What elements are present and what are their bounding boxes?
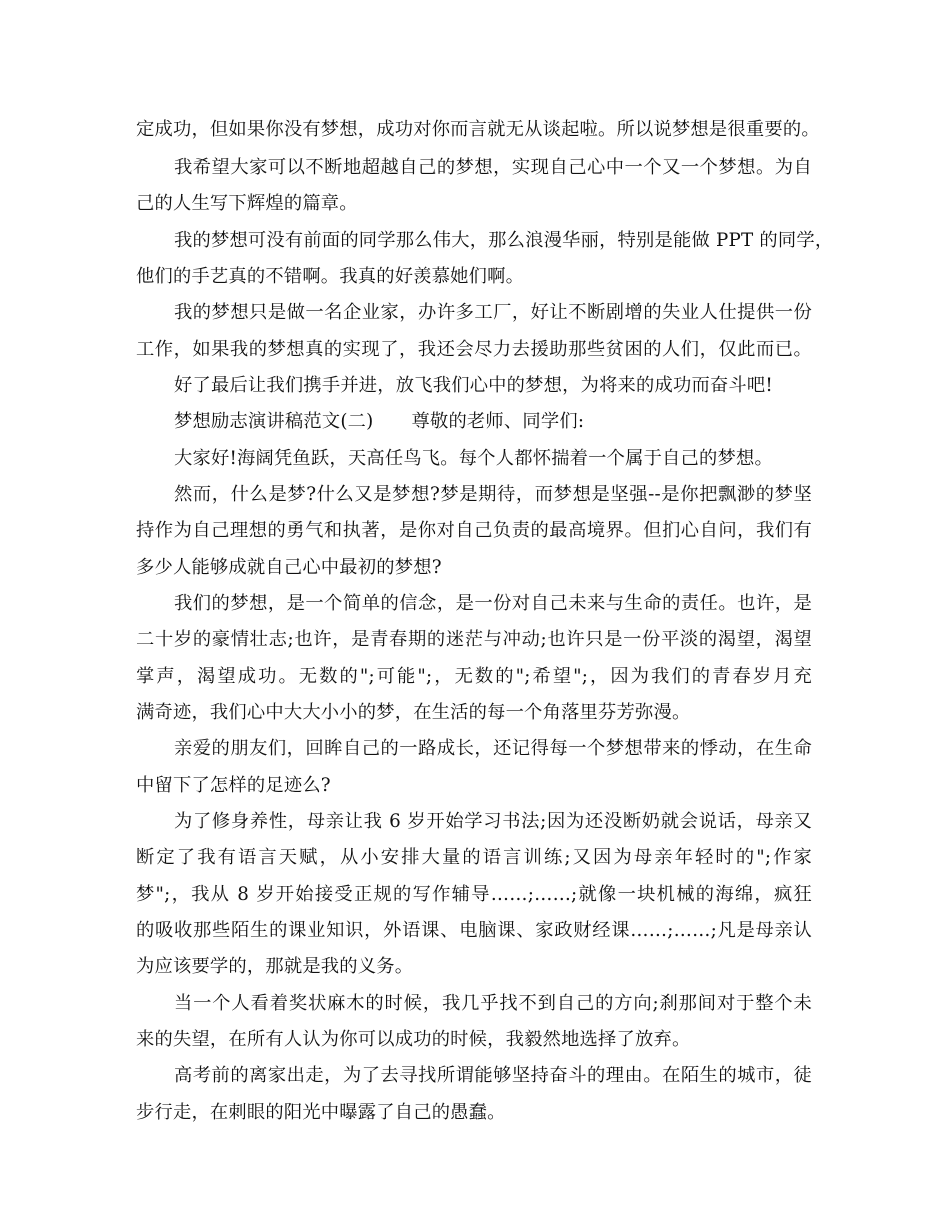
paragraph-line: 然而，什么是梦?什么又是梦想?梦是期待，而梦想是坚强--是你把飘渺的梦坚 — [174, 484, 812, 505]
section-heading-line — [174, 410, 584, 434]
paragraph-line: 工作，如果我的梦想真的实现了，我还会尽力去援助那些贫困的人们，仅此而已。 — [136, 339, 812, 360]
paragraph-line: 二十岁的豪情壮志;也许，是青春期的迷茫与冲动;也许只是一份平淡的渴望，渴望 — [136, 629, 812, 650]
salutation: 尊敬的老师、同学们: — [411, 411, 585, 432]
paragraph-line: 我的梦想可没有前面的同学那么伟大，那么浪漫华丽，特别是能做 PPT 的同学， — [174, 230, 834, 251]
paragraph-line: 当一个人看着奖状麻木的时候，我几乎找不到自己的方向;刹那间对于整个未 — [174, 993, 812, 1014]
paragraph-line: 多少人能够成就自己心中最初的梦想? — [136, 557, 442, 578]
paragraph-line: 为了修身养性，母亲让我 6 岁开始学习书法;因为还没断奶就会说话，母亲又 — [174, 811, 812, 832]
paragraph-line: 满奇迹，我们心中大大小小的梦，在生活的每一个角落里芬芳弥漫。 — [136, 702, 691, 723]
paragraph-line: 步行走，在刺眼的阳光中曝露了自己的愚蠢。 — [136, 1102, 506, 1123]
paragraph-line: 来的失望，在所有人认为你可以成功的时候，我毅然地选择了放弃。 — [136, 1029, 691, 1050]
paragraph-line: 他们的手艺真的不错啊。我真的好羡慕她们啊。 — [136, 266, 525, 287]
paragraph-line: 为应该要学的，那就是我的义务。 — [136, 956, 414, 977]
paragraph-line: 己的人生写下辉煌的篇章。 — [136, 193, 358, 214]
paragraph-line: 的吸收那些陌生的课业知识，外语课、电脑课、家政财经课……;……;凡是母亲认 — [136, 920, 812, 941]
paragraph-line: 大家好!海阔凭鱼跃，天高任鸟飞。每个人都怀揣着一个属于自己的梦想。 — [174, 448, 773, 469]
paragraph-line: 梦";，我从 8 岁开始接受正规的写作辅导……;……;就像一块机械的海绵，疯狂 — [136, 884, 812, 905]
paragraph-line: 中留下了怎样的足迹么? — [136, 775, 331, 796]
section-heading: 梦想励志演讲稿范文(二) — [174, 411, 374, 432]
paragraph-line: 我希望大家可以不断地超越自己的梦想，实现自己心中一个又一个梦想。为自 — [174, 157, 812, 178]
paragraph-line: 亲爱的朋友们，回眸自己的一路成长，还记得每一个梦想带来的悸动，在生命 — [174, 738, 812, 759]
paragraph-line: 定成功，但如果你没有梦想，成功对你而言就无从谈起啦。所以说梦想是很重要的。 — [136, 119, 820, 140]
paragraph-line: 持作为自己理想的勇气和执著，是你对自己负责的最高境界。但扪心自问，我们有 — [136, 520, 812, 541]
paragraph-line: 高考前的离家出走，为了去寻找所谓能够坚持奋斗的理由。在陌生的城市，徒 — [174, 1065, 812, 1086]
paragraph-line: 好了最后让我们携手并进，放飞我们心中的梦想，为将来的成功而奋斗吧! — [174, 375, 773, 396]
paragraph-line: 掌声，渴望成功。无数的";可能";，无数的";希望";，因为我们的青春岁月充 — [136, 666, 812, 687]
paragraph-line: 我们的梦想，是一个简单的信念，是一份对自己未来与生命的责任。也许，是 — [174, 593, 812, 614]
paragraph-line: 断定了我有语言天赋，从小安排大量的语言训练;又因为母亲年轻时的";作家 — [136, 847, 812, 868]
paragraph-line: 我的梦想只是做一名企业家，办许多工厂，好让不断剧增的失业人仕提供一份 — [174, 302, 812, 323]
